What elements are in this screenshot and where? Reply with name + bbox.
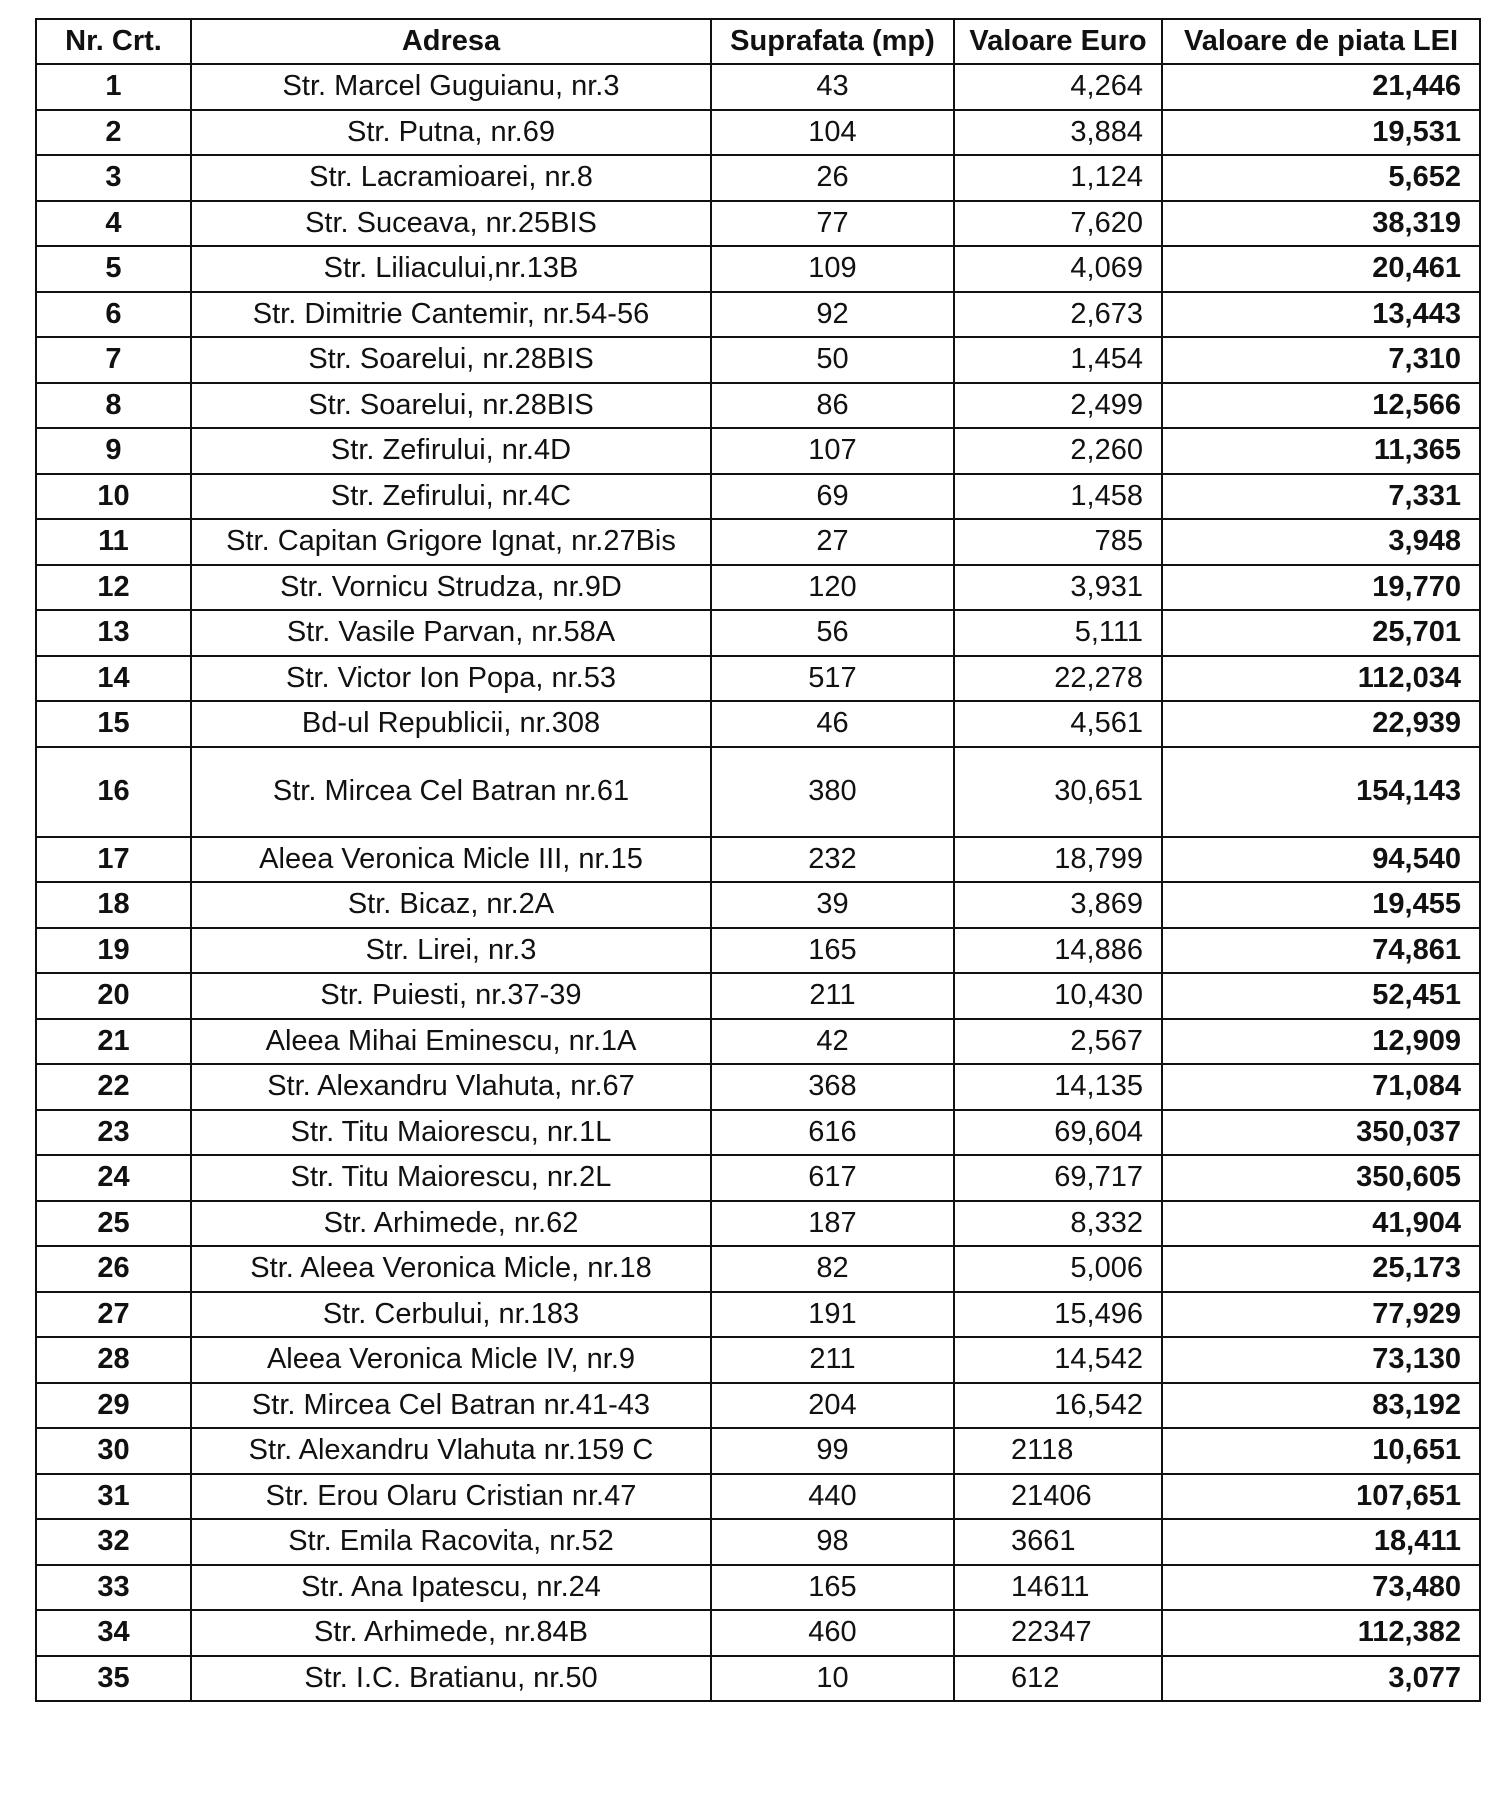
- cell-valoare-lei: 7,331: [1162, 474, 1480, 520]
- cell-suprafata: 82: [711, 1246, 954, 1292]
- cell-valoare-euro: 3,931: [954, 565, 1162, 611]
- cell-adresa: Str. Suceava, nr.25BIS: [191, 201, 711, 247]
- cell-suprafata: 42: [711, 1019, 954, 1065]
- cell-valoare-euro: 2,260: [954, 428, 1162, 474]
- cell-nr-crt: 17: [36, 837, 191, 883]
- table-row: [36, 519, 1480, 565]
- cell-valoare-lei: 13,443: [1162, 292, 1480, 338]
- cell-suprafata: 43: [711, 64, 954, 110]
- cell-adresa: Str. Lacramioarei, nr.8: [191, 155, 711, 201]
- cell-suprafata: 99: [711, 1428, 954, 1474]
- header-adresa: Adresa: [191, 19, 711, 64]
- cell-valoare-euro: 1,458: [954, 474, 1162, 520]
- cell-nr-crt: 3: [36, 155, 191, 201]
- table-row: [36, 1019, 1480, 1065]
- table-header: [36, 19, 1480, 64]
- cell-valoare-lei: 73,480: [1162, 1565, 1480, 1611]
- table-row: [36, 1246, 1480, 1292]
- cell-adresa: Str. Titu Maiorescu, nr.1L: [191, 1110, 711, 1156]
- cell-valoare-euro: 2,567: [954, 1019, 1162, 1065]
- cell-nr-crt: 33: [36, 1565, 191, 1611]
- table-row: [36, 701, 1480, 747]
- table-row: [36, 1474, 1480, 1520]
- cell-nr-crt: 16: [36, 747, 191, 837]
- cell-valoare-lei: 10,651: [1162, 1428, 1480, 1474]
- header-suprafata: Suprafata (mp): [711, 19, 954, 64]
- cell-suprafata: 616: [711, 1110, 954, 1156]
- header-nr-crt: Nr. Crt.: [36, 19, 191, 64]
- cell-valoare-euro: 2,499: [954, 383, 1162, 429]
- cell-nr-crt: 19: [36, 928, 191, 974]
- cell-valoare-euro: 3661: [954, 1519, 1162, 1565]
- table-row: [36, 246, 1480, 292]
- cell-suprafata: 86: [711, 383, 954, 429]
- cell-valoare-euro: 5,111: [954, 610, 1162, 656]
- cell-valoare-lei: 12,909: [1162, 1019, 1480, 1065]
- table-row: [36, 1383, 1480, 1429]
- cell-valoare-euro: 22347: [954, 1610, 1162, 1656]
- cell-nr-crt: 15: [36, 701, 191, 747]
- cell-valoare-lei: 112,382: [1162, 1610, 1480, 1656]
- cell-adresa: Aleea Veronica Micle IV, nr.9: [191, 1337, 711, 1383]
- cell-valoare-lei: 74,861: [1162, 928, 1480, 974]
- cell-adresa: Str. I.C. Bratianu, nr.50: [191, 1656, 711, 1702]
- cell-valoare-lei: 21,446: [1162, 64, 1480, 110]
- cell-nr-crt: 8: [36, 383, 191, 429]
- cell-valoare-lei: 25,173: [1162, 1246, 1480, 1292]
- cell-adresa: Str. Aleea Veronica Micle, nr.18: [191, 1246, 711, 1292]
- cell-valoare-lei: 38,319: [1162, 201, 1480, 247]
- table-row: [36, 565, 1480, 611]
- cell-suprafata: 27: [711, 519, 954, 565]
- cell-nr-crt: 20: [36, 973, 191, 1019]
- cell-adresa: Str. Marcel Guguianu, nr.3: [191, 64, 711, 110]
- cell-valoare-euro: 3,869: [954, 882, 1162, 928]
- cell-nr-crt: 6: [36, 292, 191, 338]
- cell-nr-crt: 11: [36, 519, 191, 565]
- cell-adresa: Str. Emila Racovita, nr.52: [191, 1519, 711, 1565]
- table-row: [36, 1565, 1480, 1611]
- cell-valoare-lei: 350,605: [1162, 1155, 1480, 1201]
- cell-adresa: Str. Mircea Cel Batran nr.41-43: [191, 1383, 711, 1429]
- table-row: [36, 428, 1480, 474]
- cell-suprafata: 187: [711, 1201, 954, 1247]
- table-row: [36, 1292, 1480, 1338]
- cell-suprafata: 617: [711, 1155, 954, 1201]
- cell-nr-crt: 35: [36, 1656, 191, 1702]
- cell-suprafata: 104: [711, 110, 954, 156]
- table-body: [36, 64, 1480, 1701]
- cell-adresa: Str. Cerbului, nr.183: [191, 1292, 711, 1338]
- table-row: [36, 610, 1480, 656]
- property-valuation-document: [35, 18, 1479, 1702]
- cell-adresa: Str. Victor Ion Popa, nr.53: [191, 656, 711, 702]
- table-row: [36, 1110, 1480, 1156]
- cell-adresa: Str. Bicaz, nr.2A: [191, 882, 711, 928]
- cell-nr-crt: 24: [36, 1155, 191, 1201]
- cell-suprafata: 211: [711, 973, 954, 1019]
- cell-valoare-lei: 107,651: [1162, 1474, 1480, 1520]
- cell-nr-crt: 25: [36, 1201, 191, 1247]
- cell-suprafata: 77: [711, 201, 954, 247]
- cell-suprafata: 165: [711, 1565, 954, 1611]
- cell-valoare-euro: 2,673: [954, 292, 1162, 338]
- cell-valoare-lei: 19,531: [1162, 110, 1480, 156]
- cell-valoare-euro: 8,332: [954, 1201, 1162, 1247]
- cell-adresa: Str. Zefirului, nr.4D: [191, 428, 711, 474]
- cell-suprafata: 109: [711, 246, 954, 292]
- cell-nr-crt: 31: [36, 1474, 191, 1520]
- cell-suprafata: 26: [711, 155, 954, 201]
- cell-adresa: Str. Arhimede, nr.84B: [191, 1610, 711, 1656]
- cell-suprafata: 460: [711, 1610, 954, 1656]
- cell-nr-crt: 9: [36, 428, 191, 474]
- cell-nr-crt: 5: [36, 246, 191, 292]
- cell-adresa: Str. Titu Maiorescu, nr.2L: [191, 1155, 711, 1201]
- cell-nr-crt: 12: [36, 565, 191, 611]
- cell-suprafata: 120: [711, 565, 954, 611]
- cell-valoare-euro: 14611: [954, 1565, 1162, 1611]
- table-row: [36, 656, 1480, 702]
- cell-valoare-euro: 3,884: [954, 110, 1162, 156]
- cell-valoare-euro: 14,135: [954, 1064, 1162, 1110]
- cell-suprafata: 517: [711, 656, 954, 702]
- cell-valoare-lei: 25,701: [1162, 610, 1480, 656]
- table-row: [36, 110, 1480, 156]
- table-row: [36, 1155, 1480, 1201]
- cell-nr-crt: 1: [36, 64, 191, 110]
- cell-valoare-euro: 612: [954, 1656, 1162, 1702]
- cell-valoare-lei: 19,455: [1162, 882, 1480, 928]
- cell-valoare-lei: 41,904: [1162, 1201, 1480, 1247]
- cell-nr-crt: 30: [36, 1428, 191, 1474]
- cell-adresa: Aleea Mihai Eminescu, nr.1A: [191, 1019, 711, 1065]
- table-row: [36, 1519, 1480, 1565]
- cell-valoare-euro: 16,542: [954, 1383, 1162, 1429]
- cell-valoare-lei: 7,310: [1162, 337, 1480, 383]
- cell-valoare-euro: 10,430: [954, 973, 1162, 1019]
- cell-suprafata: 440: [711, 1474, 954, 1520]
- cell-adresa: Str. Vasile Parvan, nr.58A: [191, 610, 711, 656]
- table-row: [36, 1428, 1480, 1474]
- cell-valoare-lei: 20,461: [1162, 246, 1480, 292]
- cell-adresa: Bd-ul Republicii, nr.308: [191, 701, 711, 747]
- cell-suprafata: 98: [711, 1519, 954, 1565]
- cell-adresa: Str. Alexandru Vlahuta nr.159 C: [191, 1428, 711, 1474]
- cell-valoare-euro: 1,454: [954, 337, 1162, 383]
- cell-valoare-lei: 52,451: [1162, 973, 1480, 1019]
- cell-nr-crt: 2: [36, 110, 191, 156]
- table-row: [36, 1201, 1480, 1247]
- cell-valoare-lei: 94,540: [1162, 837, 1480, 883]
- cell-valoare-euro: 4,264: [954, 64, 1162, 110]
- header-row: [36, 19, 1480, 64]
- cell-nr-crt: 28: [36, 1337, 191, 1383]
- table-row: [36, 928, 1480, 974]
- cell-valoare-euro: 4,561: [954, 701, 1162, 747]
- table-row: [36, 747, 1480, 837]
- table-row: [36, 201, 1480, 247]
- cell-nr-crt: 34: [36, 1610, 191, 1656]
- cell-nr-crt: 7: [36, 337, 191, 383]
- cell-nr-crt: 26: [36, 1246, 191, 1292]
- cell-valoare-lei: 350,037: [1162, 1110, 1480, 1156]
- cell-suprafata: 368: [711, 1064, 954, 1110]
- cell-suprafata: 232: [711, 837, 954, 883]
- table-row: [36, 1656, 1480, 1702]
- table-row: [36, 383, 1480, 429]
- cell-suprafata: 380: [711, 747, 954, 837]
- table-row: [36, 337, 1480, 383]
- cell-valoare-lei: 71,084: [1162, 1064, 1480, 1110]
- header-valoare-euro: Valoare Euro: [954, 19, 1162, 64]
- cell-nr-crt: 32: [36, 1519, 191, 1565]
- cell-valoare-lei: 3,948: [1162, 519, 1480, 565]
- cell-nr-crt: 10: [36, 474, 191, 520]
- cell-nr-crt: 14: [36, 656, 191, 702]
- cell-suprafata: 107: [711, 428, 954, 474]
- cell-valoare-lei: 18,411: [1162, 1519, 1480, 1565]
- cell-valoare-euro: 69,717: [954, 1155, 1162, 1201]
- cell-suprafata: 191: [711, 1292, 954, 1338]
- cell-valoare-lei: 5,652: [1162, 155, 1480, 201]
- cell-adresa: Str. Soarelui, nr.28BIS: [191, 337, 711, 383]
- cell-adresa: Str. Mircea Cel Batran nr.61: [191, 747, 711, 837]
- cell-nr-crt: 4: [36, 201, 191, 247]
- table-row: [36, 837, 1480, 883]
- cell-valoare-lei: 19,770: [1162, 565, 1480, 611]
- cell-adresa: Str. Puiesti, nr.37-39: [191, 973, 711, 1019]
- cell-adresa: Str. Alexandru Vlahuta, nr.67: [191, 1064, 711, 1110]
- cell-nr-crt: 22: [36, 1064, 191, 1110]
- cell-valoare-euro: 69,604: [954, 1110, 1162, 1156]
- cell-valoare-euro: 18,799: [954, 837, 1162, 883]
- table-row: [36, 155, 1480, 201]
- cell-adresa: Str. Dimitrie Cantemir, nr.54-56: [191, 292, 711, 338]
- cell-nr-crt: 29: [36, 1383, 191, 1429]
- cell-adresa: Str. Liliacului,nr.13B: [191, 246, 711, 292]
- cell-valoare-euro: 21406: [954, 1474, 1162, 1520]
- cell-suprafata: 92: [711, 292, 954, 338]
- table-row: [36, 973, 1480, 1019]
- cell-valoare-lei: 73,130: [1162, 1337, 1480, 1383]
- cell-suprafata: 165: [711, 928, 954, 974]
- table-row: [36, 292, 1480, 338]
- cell-suprafata: 69: [711, 474, 954, 520]
- cell-suprafata: 10: [711, 1656, 954, 1702]
- cell-adresa: Str. Putna, nr.69: [191, 110, 711, 156]
- cell-valoare-euro: 30,651: [954, 747, 1162, 837]
- cell-suprafata: 46: [711, 701, 954, 747]
- cell-valoare-euro: 4,069: [954, 246, 1162, 292]
- cell-valoare-lei: 12,566: [1162, 383, 1480, 429]
- table-row: [36, 1610, 1480, 1656]
- cell-adresa: Str. Vornicu Strudza, nr.9D: [191, 565, 711, 611]
- cell-valoare-lei: 3,077: [1162, 1656, 1480, 1702]
- cell-adresa: Str. Arhimede, nr.62: [191, 1201, 711, 1247]
- cell-suprafata: 56: [711, 610, 954, 656]
- cell-suprafata: 50: [711, 337, 954, 383]
- cell-valoare-euro: 14,542: [954, 1337, 1162, 1383]
- cell-valoare-lei: 77,929: [1162, 1292, 1480, 1338]
- cell-valoare-lei: 11,365: [1162, 428, 1480, 474]
- cell-valoare-lei: 83,192: [1162, 1383, 1480, 1429]
- cell-adresa: Str. Lirei, nr.3: [191, 928, 711, 974]
- cell-valoare-euro: 14,886: [954, 928, 1162, 974]
- cell-valoare-euro: 7,620: [954, 201, 1162, 247]
- cell-suprafata: 39: [711, 882, 954, 928]
- cell-adresa: Str. Ana Ipatescu, nr.24: [191, 1565, 711, 1611]
- table-row: [36, 1064, 1480, 1110]
- cell-adresa: Str. Erou Olaru Cristian nr.47: [191, 1474, 711, 1520]
- cell-valoare-euro: 15,496: [954, 1292, 1162, 1338]
- cell-nr-crt: 13: [36, 610, 191, 656]
- table-row: [36, 882, 1480, 928]
- cell-adresa: Aleea Veronica Micle III, nr.15: [191, 837, 711, 883]
- property-valuation-table: [35, 18, 1481, 1702]
- cell-valoare-euro: 2118: [954, 1428, 1162, 1474]
- cell-nr-crt: 23: [36, 1110, 191, 1156]
- cell-valoare-euro: 5,006: [954, 1246, 1162, 1292]
- cell-valoare-euro: 785: [954, 519, 1162, 565]
- table-row: [36, 1337, 1480, 1383]
- cell-suprafata: 211: [711, 1337, 954, 1383]
- cell-valoare-lei: 112,034: [1162, 656, 1480, 702]
- cell-valoare-lei: 154,143: [1162, 747, 1480, 837]
- cell-adresa: Str. Zefirului, nr.4C: [191, 474, 711, 520]
- cell-adresa: Str. Soarelui, nr.28BIS: [191, 383, 711, 429]
- cell-nr-crt: 27: [36, 1292, 191, 1338]
- cell-adresa: Str. Capitan Grigore Ignat, nr.27Bis: [191, 519, 711, 565]
- cell-suprafata: 204: [711, 1383, 954, 1429]
- table-row: [36, 64, 1480, 110]
- header-valoare-lei: Valoare de piata LEI: [1162, 19, 1480, 64]
- cell-nr-crt: 18: [36, 882, 191, 928]
- cell-valoare-euro: 1,124: [954, 155, 1162, 201]
- cell-valoare-euro: 22,278: [954, 656, 1162, 702]
- table-row: [36, 474, 1480, 520]
- cell-valoare-lei: 22,939: [1162, 701, 1480, 747]
- cell-nr-crt: 21: [36, 1019, 191, 1065]
